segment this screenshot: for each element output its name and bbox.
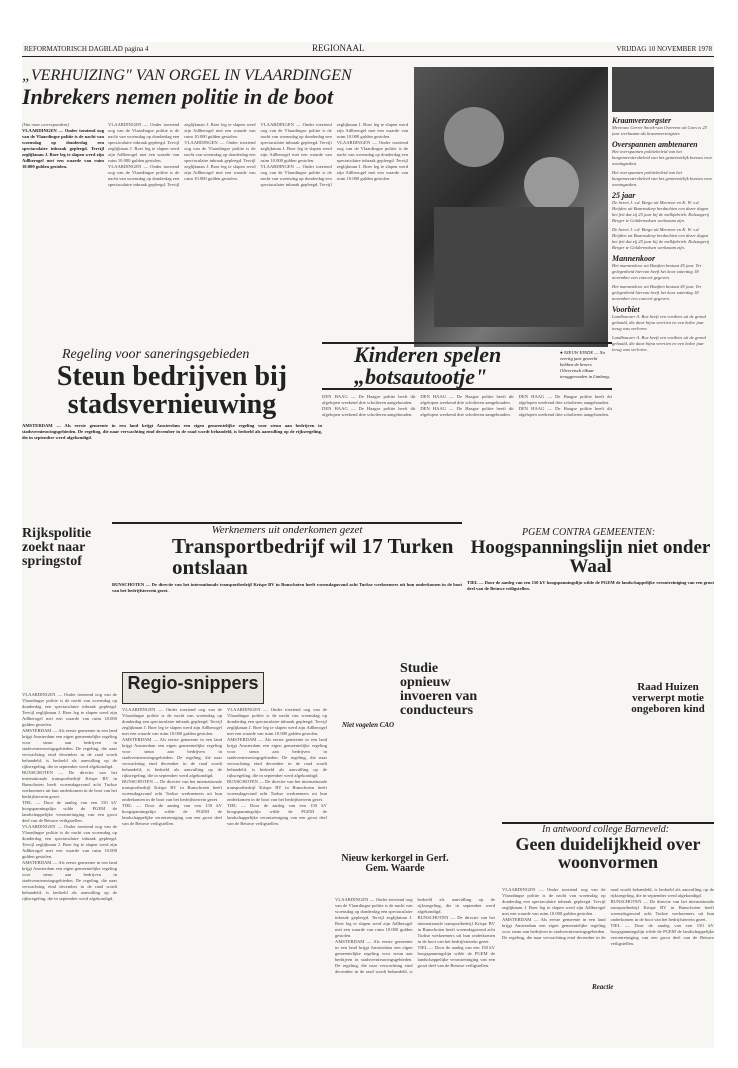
power-headline: Hoogspanningslijn niet onder Waal	[470, 537, 711, 577]
rijks-article	[22, 527, 102, 687]
header-center: REGIONAAL	[312, 43, 365, 53]
sidebar-title-5: Voorbiet	[612, 305, 640, 314]
truck-lead: BUNSCHOTEN — De directie van het internationale transportbedrijf Krispe BV in Bunschoten heeft woensdagavond acht Turkse werknemers uit hun onderkomen in de boot van het bedrijfsterrein gezet.	[112, 582, 462, 593]
kids-text: DEN HAAG — De Haagse politie heeft dit afgelopen weekend drie scholieren aangehouden. DEN HAAG — De Haagse politie heeft dit afgelopen weekend drie scholieren aangehouden. DEN HAAG — De Haagse politie heeft dit afgelopen weekend drie scholieren aangehouden. DEN HAAG — De Haagse politie heeft dit afgelopen weekend drie scholieren aangehouden. DEN HAAG — De Haagse politie heeft dit afgelopen weekend drie scholieren aangehouden. DEN HAAG — De Haagse politie heeft dit afgelopen weekend drie scholieren aangehouden.	[322, 394, 612, 417]
barneveld-kicker: In antwoord college Barneveld:	[542, 824, 670, 835]
organ-kicker: „VERHUIZING" VAN ORGEL IN VLAARDINGEN	[22, 67, 352, 84]
header-left: REFORMATORISCH DAGBLAD pagina 4	[24, 45, 149, 53]
organ-columns: VLAARDINGEN — Onder toeziend oog van de Vlaardingse politie is de nacht van woensdag op donderdag een spectaculaire inbraak gepleegd. Tervijl zeglijkman J. Boer leg te slapen werd zijn Adlberogel met een waarde van ruim 10.000 gulden gestolen. VLAARDINGEN — Onder toeziend oog van de Vlaardingse politie is de nacht van woensdag op donderdag een spectaculaire inbraak gepleegd. Tervijl zeglijkman J. Boer leg te slapen werd zijn Adlberogel met een waarde van ruim 10.000 gulden gestolen. VLAARDINGEN — Onder toeziend oog van de Vlaardingse politie is de nacht van woensdag op donderdag een spectaculaire inbraak gepleegd. Tervijl zeglijkman J. Boer leg te slapen werd zijn Adlberogel met een waarde van ruim 10.000 gulden gestolen. VLAARDINGEN — Onder toeziend oog van de Vlaardingse politie is de nacht van woensdag op donderdag een spectaculaire inbraak gepleegd. Tervijl zeglijkman J. Boer leg te slapen werd zijn Adlberogel met een waarde van ruim 10.000 gulden gestolen. VLAARDINGEN — Onder toeziend oog van de Vlaardingse politie is de nacht van woensdag op donderdag een spectaculaire inbraak gepleegd. Tervijl zeglijkman J. Boer leg te slapen werd zijn Adlberogel met een waarde van ruim 10.000 gulden gestolen. VLAARDINGEN — Onder toeziend oog van de Vlaardingse politie is de nacht van woensdag op donderdag een spectaculaire inbraak gepleegd. Tervijl zeglijkman J. Boer leg te slapen werd zijn Adlberogel met een waarde van ruim 10.000 gulden gestolen.	[108, 122, 408, 187]
renewal-headline: Steun bedrijven bij stadsvernieuwing	[56, 361, 288, 420]
snippets-title: Regio-snippers	[127, 673, 259, 693]
column-body-snippets: VLAARDINGEN — Onder toeziend oog van de Vlaardingse politie is de nacht van woensdag op donderdag een spectaculaire inbraak gepleegd. Tervijl zeglijkman J. Boer leg te slapen werd zijn Adlberogel met een waarde van ruim 10.000 gulden gestolen. AMSTERDAM — Als eerste gemeente in een land krijgt Amsterdam een eigen gemeentelijke regeling voor steun aan bedrijven in stadsvernieuwingsgebieden. De regeling, die naar verwachting eind december in de raad wordt behandeld, is bedoeld als aanvulling op de rijksregeling, die in september werd afgekondigd. BUNSCHOTEN — De directie van het internationale transportbedrijf Krispe BV in Bunschoten heeft woensdagavond acht Turkse werknemers uit hun onderkomen in de boot van het bedrijfsterrein gezet. TIEL — Door de aanleg van een 150 kV hoogspanningslijn wilde de PGEM de landschappelijke verontreiniging van een groot deel van de Betuwe veiligstellen. VLAARDINGEN — Onder toeziend oog van de Vlaardingse politie is de nacht van woensdag op donderdag een spectaculaire inbraak gepleegd. Tervijl zeglijkman J. Boer leg te slapen werd zijn Adlberogel met een waarde van ruim 10.000 gulden gestolen. AMSTERDAM — Als eerste gemeente in een land krijgt Amsterdam een eigen gemeentelijke regeling voor steun aan bedrijven in stadsvernieuwingsgebieden. De regeling, die naar verwachting eind december in de raad wordt behandeld, is bedoeld als aanvulling op de rijksregeling, die in september werd afgekondigd. BUNSCHOTEN — De directie van het internationale transportbedrijf Krispe BV in Bunschoten heeft woensdagavond acht Turkse werknemers uit hun onderkomen in de boot van het bedrijfsterrein gezet. TIEL — Door de aanleg van een 150 kV hoogspanningslijn wilde de PGEM de landschappelijke verontreiniging van een groot deel van de Betuwe veiligstellen.	[122, 707, 327, 826]
header-right: VRIJDAG 10 NOVEMBER 1978	[616, 45, 712, 53]
truck-headline: Transportbedrijf wil 17 Turken ontslaan	[172, 534, 454, 579]
barneveld-headline: Geen duidelijkheid over woonvormen	[515, 834, 701, 872]
power-kicker: PGEM CONTRA GEMEENTEN:	[522, 527, 656, 538]
kerk-article	[335, 854, 455, 894]
renewal-article	[22, 347, 322, 522]
snippets-banner	[122, 672, 264, 704]
photo-caption: ● NIEUW EINDE — Na veertig jaar gewerkt hebben de broers Olivervisch elkaar teruggevonden in Limburg.	[560, 350, 610, 379]
truck-kicker: Werknemers uit onderkomen gezet	[112, 522, 462, 536]
photo-body	[434, 207, 584, 327]
studie-headline: Studie opnieuw invoeren van conducteurs	[400, 662, 478, 718]
newspaper-page	[22, 42, 714, 1048]
sidebar-title-3: 25 jaar	[612, 191, 636, 200]
sidebar-title-1: Kraamverzorgster	[612, 116, 672, 125]
organ-article	[22, 67, 412, 342]
barneveld-article	[502, 822, 714, 884]
column-body-left: VLAARDINGEN — Onder toeziend oog van de Vlaardingse politie is de nacht van woensdag op donderdag een spectaculaire inbraak gepleegd. Tervijl zeglijkman J. Boer leg te slapen werd zijn Adlberogel met een waarde van ruim 10.000 gulden gestolen. AMSTERDAM — Als eerste gemeente in een land krijgt Amsterdam een eigen gemeentelijke regeling voor steun aan bedrijven in stadsvernieuwingsgebieden. De regeling, die naar verwachting eind december in de raad wordt behandeld, is bedoeld als aanvulling op de rijksregeling, die in september werd afgekondigd. BUNSCHOTEN — De directie van het internationale transportbedrijf Krispe BV in Bunschoten heeft woensdagavond acht Turkse werknemers uit hun onderkomen in de boot van het bedrijfsterrein gezet. TIEL — Door de aanleg van een 150 kV hoogspanningslijn wilde de PGEM de landschappelijke verontreiniging van een groot deel van de Betuwe veiligstellen. VLAARDINGEN — Onder toeziend oog van de Vlaardingse politie is de nacht van woensdag op donderdag een spectaculaire inbraak gepleegd. Tervijl zeglijkman J. Boer leg te slapen werd zijn Adlberogel met een waarde van ruim 10.000 gulden gestolen. AMSTERDAM — Als eerste gemeente in een land krijgt Amsterdam een eigen gemeentelijke regeling voor steun aan bedrijven in stadsvernieuwingsgebieden. De regeling, die naar verwachting eind december in de raad wordt behandeld, is bedoeld als aanvulling op de rijksregeling, die in september werd afgekondigd.	[22, 692, 117, 901]
raad-article	[622, 682, 714, 742]
power-lead: TIEL — Door de aanleg van een 150 kV hoogspanningslijn wilde de PGEM de landschappelijke verontreiniging van een groot deel van de Betuwe veiligstellen.	[467, 580, 714, 591]
sidebar-title-4: Mannenkoor	[612, 254, 656, 263]
renewal-lead: AMSTERDAM — Als eerste gemeente in een land krijgt Amsterdam een eigen gemeentelijke regeling voor steun aan bedrijven in stadsvernieuwingsgebieden. De regeling, die naar verwachting eind december in de raad wordt behandeld, is bedoeld als aanvulling op de rijksregeling, die in september werd afgekondigd.	[22, 423, 322, 440]
sidebar-news: Kraamverzorgster Mevrouw Gerrie Snoek-van Overeem uit Goes is 25 jaar werkzaam als kraamverzorgster. Overspannen ambtenaren Het overspannen politiebeleid van het burgemeestersbeleid van het gemeentelijk bureau voor woningzaken. Het overspannen politiebeleid van het burgemeestersbeleid van het gemeentelijk bureau voor woningzaken. 25 jaar De heren J. v.d. Berge uit Meerene en K. W. v.d. Heijden uit Baarnsdorp herdachten een dezer dagen het feit dat zij 25 jaar bij de melkfabriek. Rolszagerij Berger te Goldermalsen werkzaam zijn. De heren J. v.d. Berge uit Meerene en K. W. v.d. Heijden uit Baarnsdorp herdachten een dezer dagen het feit dat zij 25 jaar bij de melkfabriek. Rolszagerij Berger te Goldermalsen werkzaam zijn. Mannenkoor Het mannenkoor uit Haaften bestaat 45 jaar. Ter gelegenheid hiervan heeft het koor zaterdag 18 november een concert gegeven. Het mannenkoor uit Haaften bestaat 45 jaar. Ter gelegenheid hiervan heeft het koor zaterdag 18 november een concert gegeven. Voorbiet Landbouwer A. Box heeft een voetbies uit de grond gehaald, die daar bijna veertien en een halve jaar terug was verloren. Landbouwer A. Box heeft een voetbies uit de grond gehaald, die daar bijna veertien en een halve jaar terug was verloren.	[612, 67, 714, 547]
renewal-kicker: Regeling voor saneringsgebieden	[62, 347, 250, 362]
news-photo	[414, 67, 608, 347]
organ-text: (Van onze correspondent) VLAARDINGEN — Onder toeziend oog van de Vlaardingse politie is de nacht van woensdag op donderdag een spectaculaire inbraak gepleegd. Tervijl zeglijkman J. Boer leg te slapen werd zijn Adlberogel met een waarde van ruim 10.000 gulden gestolen.	[22, 122, 104, 169]
organ-headline: Inbrekers nemen politie in de boot	[22, 84, 334, 109]
truck-article	[112, 522, 462, 652]
column-body-kerk: VLAARDINGEN — Onder toeziend oog van de Vlaardingse politie is de nacht van woensdag op donderdag een spectaculaire inbraak gepleegd. Tervijl zeglijkman J. Boer leg te slapen werd zijn Adlberogel met een waarde van ruim 10.000 gulden gestolen. AMSTERDAM — Als eerste gemeente in een land krijgt Amsterdam een eigen gemeentelijke regeling voor steun aan bedrijven in stadsvernieuwingsgebieden. De regeling, die naar verwachting eind december in de raad wordt behandeld, is bedoeld als aanvulling op de rijksregeling, die in september werd afgekondigd. BUNSCHOTEN — De directie van het internationale transportbedrijf Krispe BV in Bunschoten heeft woensdagavond acht Turkse werknemers uit hun onderkomen in de boot van het bedrijfsterrein gezet. TIEL — Door de aanleg van een 150 kV hoogspanningslijn wilde de PGEM de landschappelijke verontreiniging van een groot deel van de Betuwe veiligstellen.	[335, 897, 495, 974]
kerk-headline: Nieuw kerkorgel in Gerf. Gem. Waarde	[341, 854, 449, 874]
raad-headline: Raad Huizen verwerpt motie ongeboren kind	[631, 682, 705, 715]
column-body-barneveld: VLAARDINGEN — Onder toeziend oog van de Vlaardingse politie is de nacht van woensdag op donderdag een spectaculaire inbraak gepleegd. Tervijl zeglijkman J. Boer leg te slapen werd zijn Adlberogel met een waarde van ruim 10.000 gulden gestolen. AMSTERDAM — Als eerste gemeente in een land krijgt Amsterdam een eigen gemeentelijke regeling voor steun aan bedrijven in stadsvernieuwingsgebieden. De regeling, die naar verwachting eind december in de raad wordt behandeld, is bedoeld als aanvulling op de rijksregeling, die in september werd afgekondigd. BUNSCHOTEN — De directie van het internationale transportbedrijf Krispe BV in Bunschoten heeft woensdagavond acht Turkse werknemers uit hun onderkomen in de boot van het bedrijfsterrein gezet. TIEL — Door de aanleg van een 150 kV hoogspanningslijn wilde de PGEM de landschappelijke verontreiniging van een groot deel van de Betuwe veiligstellen.	[502, 887, 714, 946]
nietvoor-article	[342, 722, 432, 736]
sidebar-photo	[612, 67, 714, 112]
nietvoor-headline: Niet vogelen CAO	[342, 722, 395, 729]
sidebar-title-2: Overspannen ambtenaren	[612, 140, 698, 149]
kids-headline: Kinderen spelen „botsautootje"	[322, 342, 612, 390]
rijks-headline: Rijkspolitie zoekt naar springstof	[22, 527, 92, 569]
reactie-heading: Reactie	[592, 984, 614, 991]
photo-figure-1	[444, 107, 504, 167]
photo-figure-2	[524, 157, 579, 212]
page-header	[22, 42, 714, 57]
